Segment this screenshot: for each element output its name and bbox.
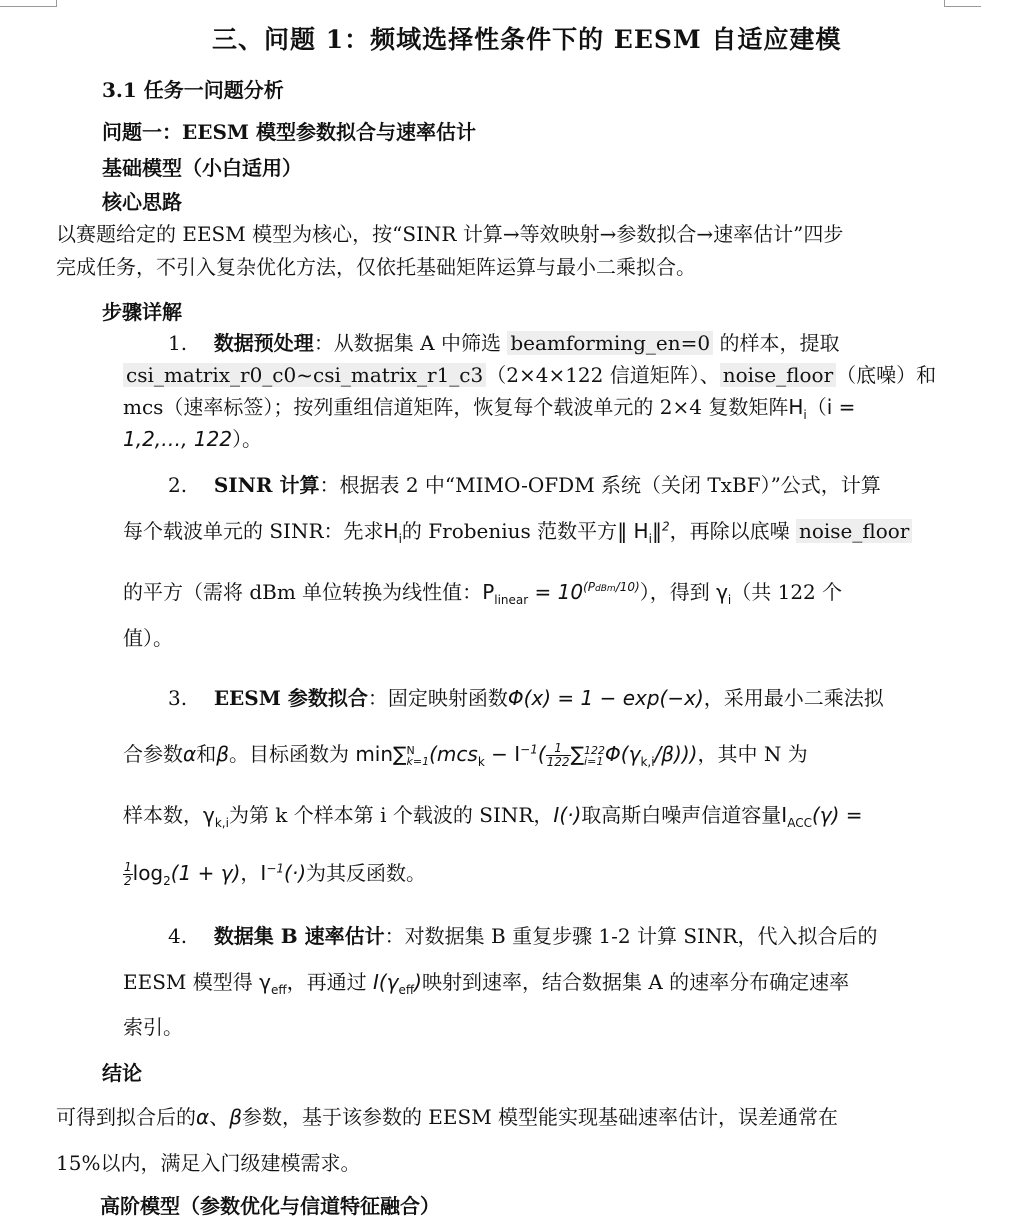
step3-line-2 xyxy=(123,738,808,769)
math-I: I(γ xyxy=(372,970,399,994)
step2-text: （共 122 个 xyxy=(731,580,843,604)
math-sub: 2 xyxy=(163,874,171,888)
math-mcs: (mcs xyxy=(429,742,478,766)
math-alpha: α xyxy=(183,742,197,766)
core-idea-line-2: 完成任务，不引入复杂优化方法，仅依托基础矩阵运算与最小二乘拟合。 xyxy=(56,255,696,279)
code-beamforming: beamforming_en=0 xyxy=(507,331,713,355)
conclusion-text: 可得到拟合后的 xyxy=(56,1105,196,1129)
math-sub: i xyxy=(727,593,732,607)
crop-mark-right xyxy=(944,0,981,7)
math-sup: −1 xyxy=(520,742,538,757)
math-exponent xyxy=(583,580,640,594)
math-sub: i xyxy=(648,532,652,546)
math-paren: ( xyxy=(537,742,546,766)
math-gamma: γ xyxy=(203,803,215,827)
math-paren: ) xyxy=(414,970,422,994)
step4-text: ：对数据集 B 重复步骤 1-2 计算 SINR，代入拟合后的 xyxy=(384,924,878,948)
math-I: I xyxy=(781,803,788,827)
step2-line-4: 值）。 xyxy=(123,626,173,650)
crop-mark-left xyxy=(0,0,57,7)
step4-text: ，再通过 xyxy=(286,970,373,994)
math-sup: N xyxy=(406,743,415,757)
step1-text: （2×4×122 信道矩阵）、 xyxy=(486,363,720,387)
step2-line-3 xyxy=(123,576,842,607)
section-heading: 3.1 任务一问题分析 xyxy=(102,78,284,102)
math-sub: ACC xyxy=(787,816,812,830)
math-norm: ‖ H xyxy=(617,519,649,543)
step1-number: 1. xyxy=(168,331,188,355)
math-sup: 122 xyxy=(584,743,606,757)
step3-label: EESM 参数拟合 xyxy=(213,686,368,710)
step3-text: 合参数 xyxy=(123,742,183,766)
document-title: 三、问题 1：频域选择性条件下的 EESM 自适应建模 xyxy=(212,25,842,54)
frac-denominator: 2 xyxy=(124,874,132,888)
math-inverse: − I xyxy=(484,742,521,766)
math-log: log xyxy=(132,861,164,885)
math-P: P xyxy=(482,580,495,604)
math-expr: (1 + γ) xyxy=(170,861,241,885)
step2-text: ：根据表 2 中“MIMO-OFDM 系统（关闭 TxBF）”公式，计算 xyxy=(319,473,881,497)
step4-label: 数据集 B 速率估计 xyxy=(213,924,385,948)
math-sub: eff xyxy=(270,983,287,997)
math-eq: = 10 xyxy=(528,580,584,604)
step3-line-3 xyxy=(123,799,863,830)
step4-number: 4. xyxy=(168,924,188,948)
step3-text: 取高斯白噪声信道容量 xyxy=(581,803,782,827)
step3-text: ， xyxy=(240,861,261,885)
math-sub: i=1 xyxy=(584,754,604,768)
math-beta: β xyxy=(216,742,229,766)
step2-text: ，再除以底噪 xyxy=(669,519,796,543)
step4-text: EESM 模型得 xyxy=(123,970,260,994)
frac-numerator: 1 xyxy=(546,742,571,756)
math-sum-limits xyxy=(584,745,605,767)
conclusion-text: 参数，基于该参数的 EESM 模型能实现基础速率估计，误差通常在 xyxy=(241,1105,839,1129)
basic-model-title: 基础模型（小白适用） xyxy=(102,156,302,180)
step1-line-1 xyxy=(168,327,839,356)
code-noise-floor: noise_floor xyxy=(796,519,912,543)
math-index-range: 1,2,…, 122 xyxy=(123,427,233,451)
math-sum: ∑ xyxy=(570,742,585,766)
step3-text: ，其中 N 为 xyxy=(697,742,808,766)
step3-line-4 xyxy=(123,857,426,888)
math-norm-end: ‖ xyxy=(651,519,662,543)
math-arg: (·) xyxy=(284,861,306,885)
math-gamma: γ xyxy=(259,970,271,994)
math-sub: k=1 xyxy=(406,754,430,768)
math-sub: linear xyxy=(494,593,529,607)
math-exp: (P xyxy=(583,580,596,595)
step2-text: 的 Frobenius 范数平方 xyxy=(401,519,618,543)
core-idea-title: 核心思路 xyxy=(102,190,182,214)
frac-denominator: 122 xyxy=(546,755,570,769)
math-exp-end: /10) xyxy=(615,580,640,595)
step3-text: 。目标函数为 xyxy=(228,742,356,766)
step2-text: 的平方（需将 dBm 单位转换为线性值： xyxy=(123,580,483,604)
math-sum: ∑ xyxy=(393,742,407,766)
step3-number: 3. xyxy=(168,686,188,710)
code-noise-floor: noise_floor xyxy=(720,363,836,387)
problem-title: 问题一：EESM 模型参数拟合与速率估计 xyxy=(102,120,477,144)
conclusion-line-2: 15%以内，满足入门级建模需求。 xyxy=(56,1151,361,1175)
math-phi-gamma: Φ(γ xyxy=(605,742,641,766)
math-sup: −1 xyxy=(266,861,285,876)
code-csi-matrix: csi_matrix_r0_c0~csi_matrix_r1_c3 xyxy=(123,363,486,387)
conclusion-title: 结论 xyxy=(102,1061,142,1085)
step3-text: ，采用最小二乘法拟 xyxy=(703,686,884,710)
math-sub: eff xyxy=(398,983,415,997)
step3-text: 和 xyxy=(196,742,217,766)
math-close: /β))) xyxy=(654,742,698,766)
step4-line-1 xyxy=(168,920,878,949)
math-beta: β xyxy=(229,1105,242,1129)
core-idea-line-1: 以赛题给定的 EESM 模型为核心，按“SINR 计算→等效映射→参数拟合→速率估计”四步 xyxy=(56,222,844,246)
step1-text: 的样本，提取 xyxy=(713,331,840,355)
step1-text: ）。 xyxy=(232,427,263,451)
math-sub: k,i xyxy=(214,816,229,830)
step2-text: ），得到 xyxy=(639,580,717,604)
math-phi: Φ(x) = 1 − exp(−x) xyxy=(507,686,704,710)
step2-number: 2. xyxy=(168,473,188,497)
step3-text: ：固定映射函数 xyxy=(367,686,508,710)
step1-line-3 xyxy=(123,391,855,422)
math-fraction xyxy=(123,861,133,888)
step2-label: SINR 计算 xyxy=(213,473,320,497)
step4-line-2 xyxy=(123,966,849,997)
math-eq: (γ) = xyxy=(811,803,863,827)
step3-line-1 xyxy=(168,682,884,711)
step2-line-2 xyxy=(123,515,912,546)
math-fraction xyxy=(546,742,571,769)
math-sub: k xyxy=(477,755,485,769)
math-min: min xyxy=(355,742,394,766)
math-sub: i xyxy=(398,532,402,546)
step1-line-2 xyxy=(123,359,936,388)
math-I: I xyxy=(260,861,267,885)
steps-title: 步骤详解 xyxy=(102,300,182,324)
math-H: H xyxy=(788,395,804,419)
math-I: I(·) xyxy=(553,803,582,827)
step3-text: 样本数， xyxy=(123,803,203,827)
frac-numerator: 1 xyxy=(124,860,132,874)
math-sum-limits xyxy=(407,745,430,767)
step1-label: 数据预处理 xyxy=(213,331,314,355)
step4-line-3: 索引。 xyxy=(123,1015,183,1039)
step4-text: 映射到速率，结合数据集 A 的速率分布确定速率 xyxy=(421,970,850,994)
math-H: H xyxy=(383,519,399,543)
step1-text: （底噪）和 xyxy=(836,363,937,387)
math-i: i = xyxy=(826,395,856,419)
math-alpha: α xyxy=(196,1105,210,1129)
step1-text: （ xyxy=(806,395,827,419)
step3-text: 为其反函数。 xyxy=(306,861,426,885)
conclusion-line-1 xyxy=(56,1101,838,1130)
math-exp-sub: dBm xyxy=(595,584,616,595)
step3-text: 为第 k 个样本第 i 个载波的 SINR， xyxy=(228,803,554,827)
step2-text: 每个载波单元的 SINR：先求 xyxy=(123,519,384,543)
step1-line-4 xyxy=(123,423,262,452)
math-sub: i xyxy=(803,408,807,422)
step1-text: mcs（速率标签）；按列重组信道矩阵，恢复每个载波单元的 2×4 复数矩阵 xyxy=(123,395,789,419)
math-sup: 2 xyxy=(661,519,670,534)
math-sub: k,i xyxy=(640,755,655,769)
step1-text: ：从数据集 A 中筛选 xyxy=(313,331,508,355)
conclusion-text: 、 xyxy=(209,1105,230,1129)
math-gamma: γ xyxy=(716,580,728,604)
next-section-title-partial: 高阶模型（参数优化与信道特征融合） xyxy=(100,1194,440,1218)
step2-line-1 xyxy=(168,469,881,498)
